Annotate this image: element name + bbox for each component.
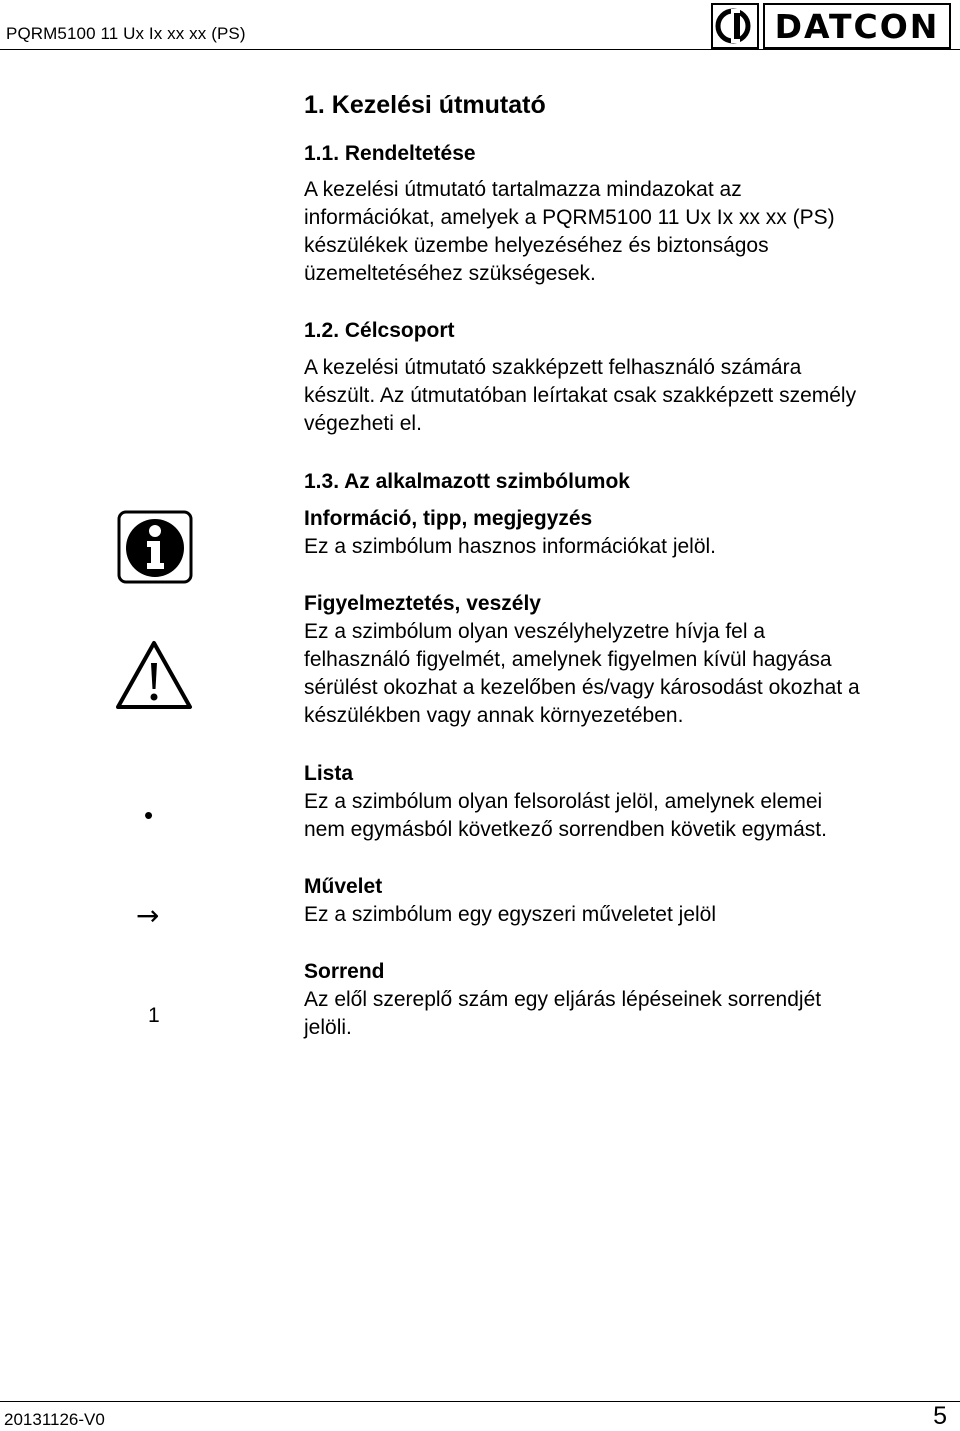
body-line: Ez a szimbólum egy egyszeri műveletet jelöl bbox=[304, 903, 717, 926]
symbol-description bbox=[304, 618, 956, 730]
body-line: Ez a szimbólum olyan felsorolást jelöl, amelynek elemei bbox=[304, 790, 823, 813]
symbol-description bbox=[304, 986, 956, 1042]
page-number: 5 bbox=[933, 1402, 947, 1430]
section-heading: 1.1. Rendeltetése bbox=[304, 142, 476, 165]
body-line: végezheti el. bbox=[304, 412, 422, 435]
bullet-icon: • bbox=[144, 800, 154, 830]
info-icon bbox=[117, 510, 193, 589]
arrow-right-icon: → bbox=[136, 899, 160, 932]
symbol-description bbox=[304, 533, 956, 561]
section-body bbox=[304, 176, 956, 288]
step-number-icon: 1 bbox=[148, 1004, 160, 1027]
body-line: A kezelési útmutató tartalmazza mindazokat az bbox=[304, 178, 742, 201]
symbol-label: Információ, tipp, megjegyzés bbox=[304, 507, 593, 530]
body-line: nem egymásból következő sorrendben követik egymást. bbox=[304, 818, 827, 841]
body-line: jelöli. bbox=[304, 1016, 352, 1039]
document-version: 20131126-V0 bbox=[4, 1410, 105, 1429]
symbol-label: Figyelmeztetés, veszély bbox=[304, 592, 541, 615]
section-heading: 1.2. Célcsoport bbox=[304, 319, 455, 342]
body-line: készülékben vagy annak környezetében. bbox=[304, 704, 684, 727]
page-title: 1. Kezelési útmutató bbox=[304, 91, 546, 119]
symbol-description bbox=[304, 901, 956, 929]
document-id: PQRM5100 11 Ux Ix xx xx (PS) bbox=[6, 24, 246, 43]
body-line: Ez a szimbólum olyan veszélyhelyzetre hívja fel a bbox=[304, 620, 766, 643]
body-line: felhasználó figyelmét, amelynek figyelmen kívül hagyása bbox=[304, 648, 832, 671]
body-line: készült. Az útmutatóban leírtakat csak szakképzett személy bbox=[304, 384, 857, 407]
section-heading: 1.3. Az alkalmazott szimbólumok bbox=[304, 470, 630, 493]
body-line: sérülést okozhat a kezelőben és/vagy károsodást okozhat a bbox=[304, 676, 860, 699]
header-divider bbox=[0, 49, 960, 50]
datcon-logo bbox=[711, 3, 951, 49]
body-line: információkat, amelyek a PQRM5100 11 Ux Ix xx xx (PS) bbox=[304, 206, 835, 229]
body-line: A kezelési útmutató szakképzett felhasználó számára bbox=[304, 356, 802, 379]
logo-text: DATCON bbox=[774, 6, 940, 46]
symbol-label: Sorrend bbox=[304, 960, 385, 983]
body-line: üzemeltetéséhez szükségesek. bbox=[304, 262, 596, 285]
section-body bbox=[304, 354, 956, 438]
symbol-label: Lista bbox=[304, 762, 354, 785]
footer-divider bbox=[0, 1401, 960, 1402]
body-line: Ez a szimbólum hasznos információkat jelöl. bbox=[304, 535, 717, 558]
symbol-label: Művelet bbox=[304, 875, 383, 898]
symbol-description bbox=[304, 788, 956, 844]
body-line: készülékek üzembe helyezéséhez és biztonságos bbox=[304, 234, 769, 257]
logo-mark-icon bbox=[711, 3, 759, 49]
body-line: Az elől szereplő szám egy eljárás lépéseinek sorrendjét bbox=[304, 988, 822, 1011]
warning-icon bbox=[114, 639, 194, 716]
